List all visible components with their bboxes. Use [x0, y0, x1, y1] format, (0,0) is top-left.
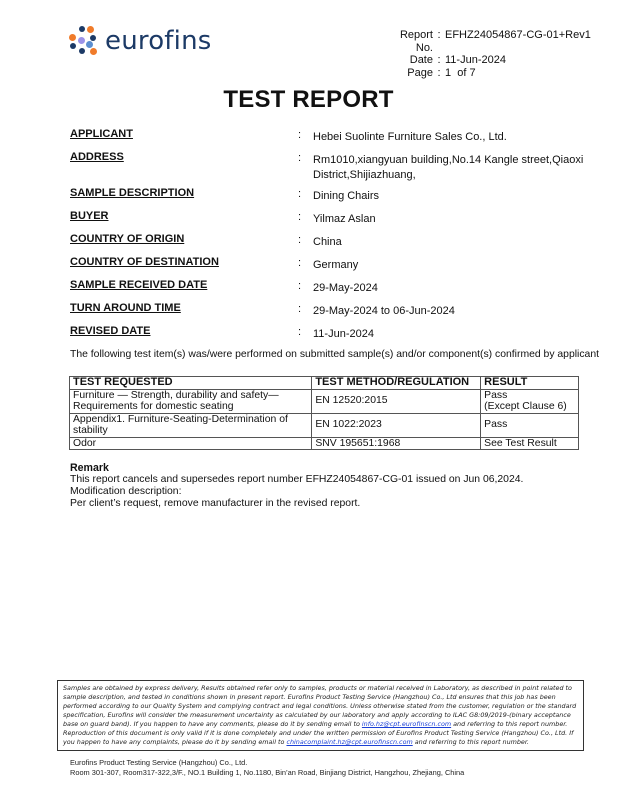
report-date-row: Date : 11-Jun-2024 — [380, 54, 591, 67]
test-result: Pass (Except Clause 6) — [481, 389, 579, 413]
test-results-table — [69, 376, 579, 450]
test-method: EN 1022:2023 — [312, 413, 481, 437]
test-result: See Test Result — [481, 437, 579, 450]
test-result: Pass — [481, 413, 579, 437]
test-method: SNV 195651:1968 — [312, 437, 481, 450]
eurofins-logo — [66, 24, 212, 58]
remark-line: Per client’s request, remove manufacturer in the revised report. — [70, 498, 361, 509]
result-note: (Except Clause 6) — [484, 401, 567, 412]
info-row-address: ADDRESS : Rm1010,xiangyuan building,No.14 Kangle street,Qiaoxi District,Shijiazhuang, — [70, 151, 584, 181]
table-row — [70, 437, 579, 450]
report-date-label: Date — [409, 54, 433, 66]
test-requested: Furniture — Strength, durability and safety— Requirements for domestic seating — [70, 389, 312, 413]
info-row-sample-description: SAMPLE DESCRIPTION : Dining Chairs — [70, 187, 380, 202]
report-meta — [380, 29, 591, 79]
complaint-email-link[interactable]: chinacomplaint.hz@cpt.eurofinscn.com — [286, 738, 413, 746]
info-row-applicant: APPLICANT : Hebei Suolinte Furniture Sales Co., Ltd. — [70, 128, 507, 143]
logo-wordmark: eurofins — [105, 26, 212, 56]
report-number-label: Report No. — [399, 29, 433, 54]
eurofins-logo-icon — [66, 26, 102, 56]
report-date: 11-Jun-2024 — [445, 54, 506, 66]
remark-line: This report cancels and supersedes report number EFHZ24054867-CG-01 issued on Jun 06,2024. — [70, 474, 524, 485]
header-test-requested: TEST REQUESTED — [70, 377, 312, 390]
report-number: EFHZ24054867-CG-01+Rev1 — [445, 29, 591, 41]
header-test-method: TEST METHOD/REGULATION — [312, 377, 481, 390]
info-email-link[interactable]: info.hz@cpt.eurofinscn.com — [361, 720, 452, 728]
info-row-buyer: BUYER : Yilmaz Aslan — [70, 210, 376, 225]
remark-title: Remark — [70, 462, 109, 474]
report-number-row: Report No. : EFHZ24054867-CG-01+Rev1 — [380, 29, 591, 54]
table-row — [70, 413, 579, 437]
page-number: 1 of 7 — [445, 66, 476, 79]
test-method: EN 12520:2015 — [312, 389, 481, 413]
info-row-sample-received-date: SAMPLE RECEIVED DATE : 29-May-2024 — [70, 279, 378, 294]
info-row-country-of-destination: COUNTRY OF DESTINATION : Germany — [70, 256, 359, 271]
page-title: TEST REPORT — [223, 86, 394, 113]
report-info — [70, 128, 600, 348]
footer-company: Eurofins Product Testing Service (Hangzhou) Co., Ltd. — [70, 758, 248, 767]
footer — [70, 758, 464, 778]
info-row-revised-date: REVISED DATE : 11-Jun-2024 — [70, 325, 374, 340]
disclaimer-box: Samples are obtained by express delivery, Results obtained refer only to samples, products or material received in Laboratory, as described in point related to sample description, and tested in conditions shown in present report. Eurofins Product Testing Service (Hangzhou) Co., Ltd ensures that this job has been performed according to our Quality System and complying contract and legal conditions. Unless otherwise stated from the customer, regulation or the standard specification, Eurofins will consider the measurement uncertainty as calculated by our laboratory and apply according to ILAC G8:09/2019-(binary acceptance base on guard band). If you happen to have any comments, please do it by sending email to info.hz@cpt.eurofinscn.com and referring to this report number. Reproduction of this document is only valid if it is done completely and under the written permission of Eurofins Product Testing Service (Hangzhou) Co., Ltd. If you happen to have any complaints, please do it by sending email to chinacomplaint.hz@cpt.eurofinscn.com and referring to this report number. — [57, 680, 584, 751]
info-row-turn-around-time: TURN AROUND TIME : 29-May-2024 to 06-Jun-2024 — [70, 302, 455, 317]
header-result: RESULT — [481, 377, 579, 390]
remark-section — [70, 462, 523, 510]
remark-line: Modification description: — [70, 486, 182, 497]
footer-address: Room 301-307, Room317-322,3/F., NO.1 Building 1, No.1180, Bin’an Road, Binjiang District, Hangzhou, Zhejiang, China — [70, 768, 465, 777]
test-requested: Odor — [70, 437, 312, 450]
page-label: Page — [407, 66, 433, 79]
test-requested: Appendix1. Furniture-Seating-Determination of stability — [70, 413, 312, 437]
info-row-country-of-origin: COUNTRY OF ORIGIN : China — [70, 233, 342, 248]
table-row — [70, 389, 579, 413]
table-header-row — [70, 377, 579, 390]
page-row: Page : 1 of 7 — [380, 67, 591, 80]
intro-text: The following test item(s) was/were performed on submitted sample(s) and/or component(s) confirmed by applicant — [70, 349, 599, 360]
